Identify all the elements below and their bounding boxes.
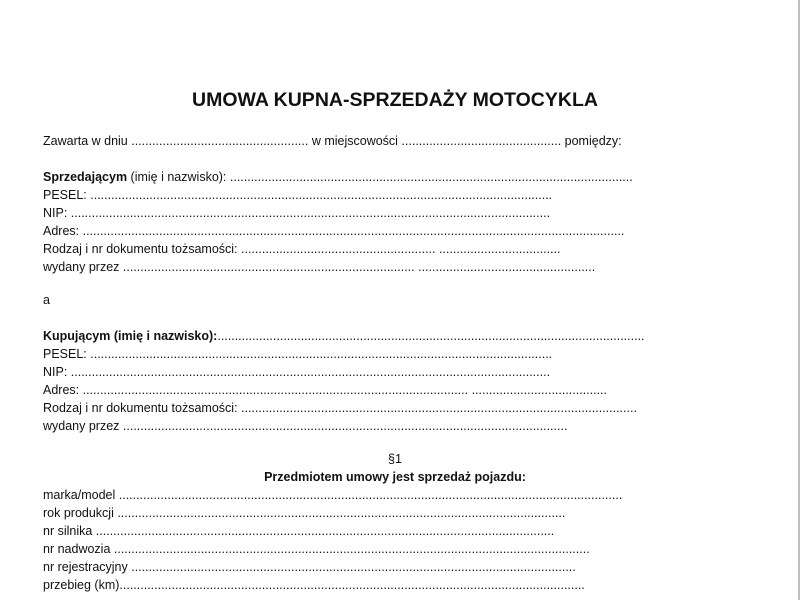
section-number: §1 [388,452,402,466]
seller-name-line [43,169,633,185]
buyer-pesel: PESEL: ..................................................................................................................................... [43,347,553,361]
buyer-issued-by: wydany przez ................................................................................................................................ [43,419,568,433]
seller-name-field: (imię i nazwisko): .................................................................................................................... [127,170,633,184]
vehicle-registration-number: nr rejestracyjny ................................................................................................................................ [43,560,576,574]
buyer-name-field: ........................................................................................................................... [217,329,645,343]
document-title: UMOWA KUPNA-SPRZEDAŻY MOTOCYKLA [192,89,598,111]
conjunction-text: a [43,293,50,307]
buyer-nip: NIP: .......................................................................................................................................... [43,365,551,379]
buyer-id-document: Rodzaj i nr dokumentu tożsamości: .................................................................................................................. [43,401,637,415]
vehicle-body-number: nr nadwozia ......................................................................................................................................... [43,542,590,556]
seller-pesel: PESEL: ..................................................................................................................................... [43,188,553,202]
seller-label: Sprzedającym [43,170,128,184]
vehicle-mileage: przebieg (km)...................................................................................................................................... [43,578,585,592]
seller-address: Adres: ............................................................................................................................................................ [43,224,625,238]
seller-issued-by: wydany przez .................................................................................... ................................................... [43,260,596,274]
section-heading: Przedmiotem umowy jest sprzedaż pojazdu: [264,470,526,484]
vehicle-production-year: rok produkcji ................................................................................................................................. [43,506,566,520]
buyer-name-line [43,328,645,344]
seller-id-document: Rodzaj i nr dokumentu tożsamości: ........................................................ ................................... [43,242,561,256]
vehicle-engine-number: nr silnika .................................................................................................................................... [43,524,555,538]
seller-nip: NIP: .......................................................................................................................................... [43,206,551,220]
intro-line: Zawarta w dniu ................................................... w miejscowości .............................................. pomiędzy: [43,134,622,148]
buyer-address: Adres: ............................................................................................................... ....................................... [43,383,608,397]
buyer-label: Kupującym (imię i nazwisko): [43,329,218,343]
vehicle-make-model: marka/model ................................................................................................................................................. [43,488,623,502]
